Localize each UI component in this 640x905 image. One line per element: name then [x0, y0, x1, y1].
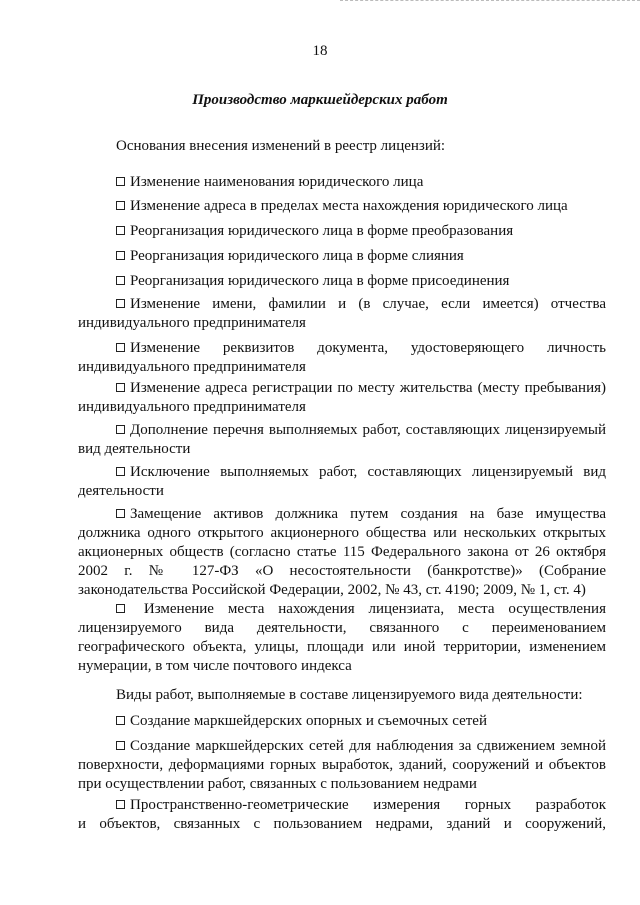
list-item: Создание маркшейдерских сетей для наблюдения за сдвижением земной поверхности, деформациями горных выработок, зданий, сооружений и объектов при осуществлении работ, связанных с пользованием недрами [78, 738, 606, 792]
checkbox-icon [116, 177, 125, 186]
list-item: Реорганизация юридического лица в форме преобразования [78, 222, 606, 241]
checkbox-icon [116, 226, 125, 235]
section-title: Производство маркшейдерских работ [192, 92, 448, 108]
list-item: Реорганизация юридического лица в форме присоединения [78, 272, 606, 291]
checkbox-icon [116, 800, 125, 809]
works-heading: Виды работ, выполняемые в составе лицензируемого вида деятельности: [116, 687, 583, 703]
list-item: Изменение реквизитов документа, удостоверяющего личность индивидуального предпринимателя [78, 340, 606, 375]
list-item: Реорганизация юридического лица в форме слияния [78, 247, 606, 266]
list-item: Создание маркшейдерских опорных и съемочных сетей [78, 712, 606, 731]
list-item: Пространственно-геометрические измерения горных разработок и объектов, связанных с пользованием недрами, зданий и сооружений, [78, 797, 606, 832]
changes-heading: Основания внесения изменений в реестр лицензий: [116, 138, 446, 154]
checkbox-icon [116, 251, 125, 260]
list-item: Исключение выполняемых работ, составляющих лицензируемый вид деятельности [78, 464, 606, 499]
checkbox-icon [116, 299, 125, 308]
checkbox-icon [116, 741, 125, 750]
checkbox-icon [116, 276, 125, 285]
checkbox-icon [116, 509, 125, 518]
checkbox-icon [116, 716, 125, 725]
page-number: 18 [312, 43, 328, 59]
checkbox-icon [116, 201, 125, 210]
list-item: Замещение активов должника путем создания на базе имущества должника одного открытого акционерного общества или нескольких открытых акционерных обществ (согласно статье 115 Федерального закона от 26 октября 2002 г. № 127-ФЗ «О несостоятельности (банкротстве)» (Собрание законодательства Российской Федерации, 2002, № 43, ст. 4190; 2009, № 1, ст. 4) [78, 506, 606, 598]
checkbox-icon [116, 343, 125, 352]
checkbox-icon [116, 383, 125, 392]
list-item: Изменение места нахождения лицензиата, места осуществления лицензируемого вида деятельности, связанного с переименованием географического объекта, улицы, площади или иной территории, изменением нумерации, в том числе почтового индекса [78, 601, 606, 674]
list-item: Изменение наименования юридического лица [78, 173, 606, 192]
checkbox-icon [116, 467, 125, 476]
checkbox-icon [116, 425, 125, 434]
list-item: Изменение адреса в пределах места нахождения юридического лица [78, 197, 606, 216]
list-item: Изменение имени, фамилии и (в случае, если имеется) отчества индивидуального предпринимателя [78, 296, 606, 331]
list-item: Дополнение перечня выполняемых работ, составляющих лицензируемый вид деятельности [78, 422, 606, 457]
list-item: Изменение адреса регистрации по месту жительства (месту пребывания) индивидуального предпринимателя [78, 380, 606, 415]
scan-edge-line [340, 0, 640, 3]
checkbox-icon [116, 604, 125, 613]
